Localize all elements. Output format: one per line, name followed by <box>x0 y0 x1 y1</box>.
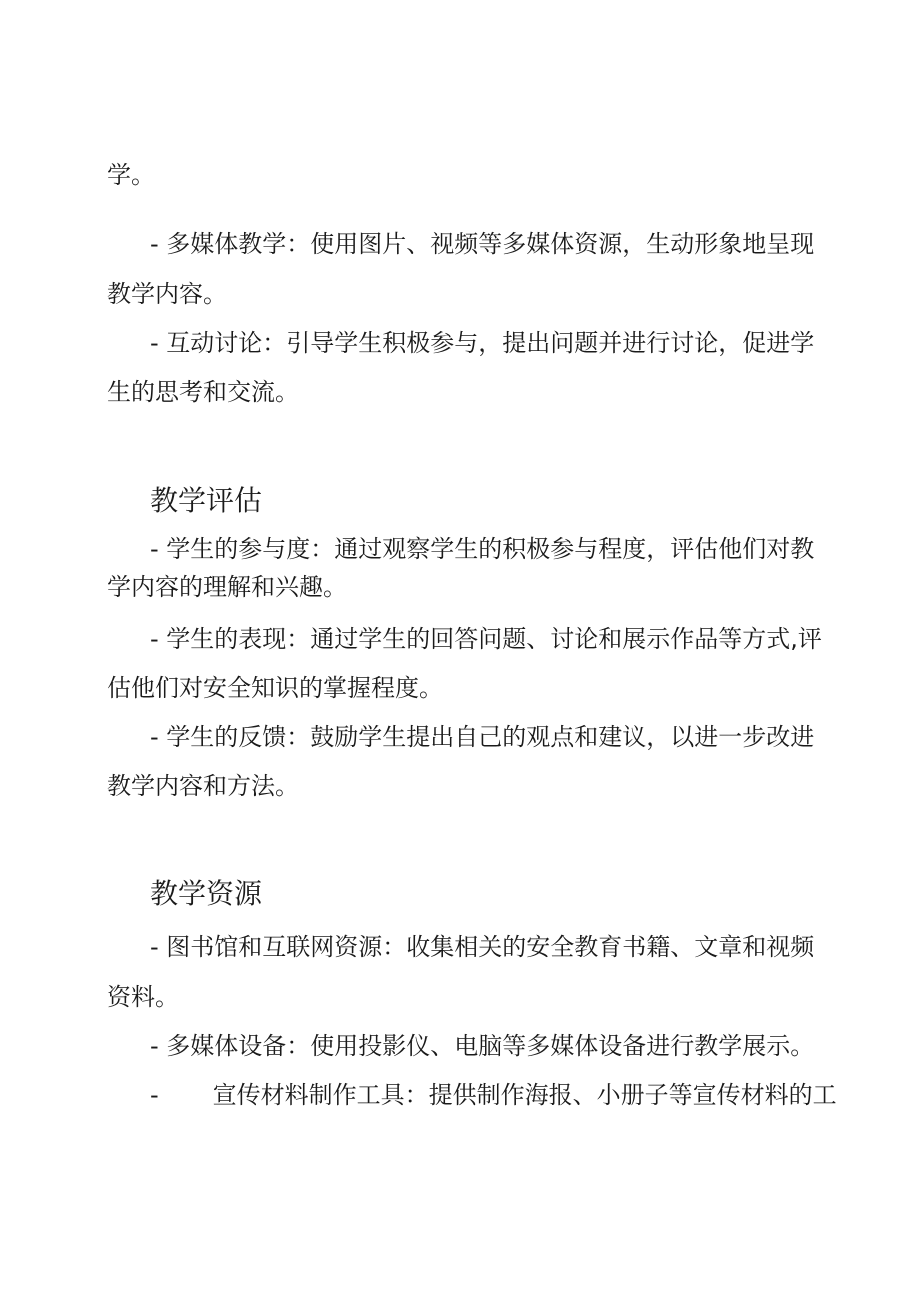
list-item-tools-text: 宣传材料制作工具：提供制作海报、小册子等宣传材料的工 <box>212 1081 837 1109</box>
list-item-multimedia-line1: - 多媒体教学：使用图片、视频等多媒体资源，生动形象地呈现 <box>150 230 815 258</box>
paragraph-continuation: 学。 <box>107 161 155 189</box>
section-title-resources: 教学资源 <box>150 877 263 910</box>
list-item-discussion-line1: - 互动讨论：引导学生积极参与，提出问题并进行讨论，促进学 <box>150 329 815 357</box>
list-item-feedback-line1: - 学生的反馈：鼓励学生提出自己的观点和建议，以进一步改进 <box>150 723 815 751</box>
list-item-participation-line2: 学内容的理解和兴趣。 <box>107 573 347 601</box>
section-title-evaluation: 教学评估 <box>150 484 263 517</box>
list-item-performance-line2: 估他们对安全知识的掌握程度。 <box>107 674 443 702</box>
list-item-library-line2: 资料。 <box>107 983 179 1011</box>
list-item-equipment: - 多媒体设备：使用投影仪、电脑等多媒体设备进行教学展示。 <box>150 1032 815 1060</box>
list-item-feedback-line2: 教学内容和方法。 <box>107 772 299 800</box>
list-item-tools <box>0 1080 920 1110</box>
list-item-discussion-line2: 生的思考和交流。 <box>107 378 299 406</box>
list-dash: - <box>150 1081 159 1109</box>
list-item-library-line1: - 图书馆和互联网资源：收集相关的安全教育书籍、文章和视频 <box>150 933 815 961</box>
list-item-participation-line1: - 学生的参与度：通过观察学生的积极参与程度，评估他们对教 <box>150 535 815 563</box>
list-item-multimedia-line2: 教学内容。 <box>107 280 227 308</box>
list-item-performance-line1: - 学生的表现：通过学生的回答问题、讨论和展示作品等方式,评 <box>150 625 822 653</box>
